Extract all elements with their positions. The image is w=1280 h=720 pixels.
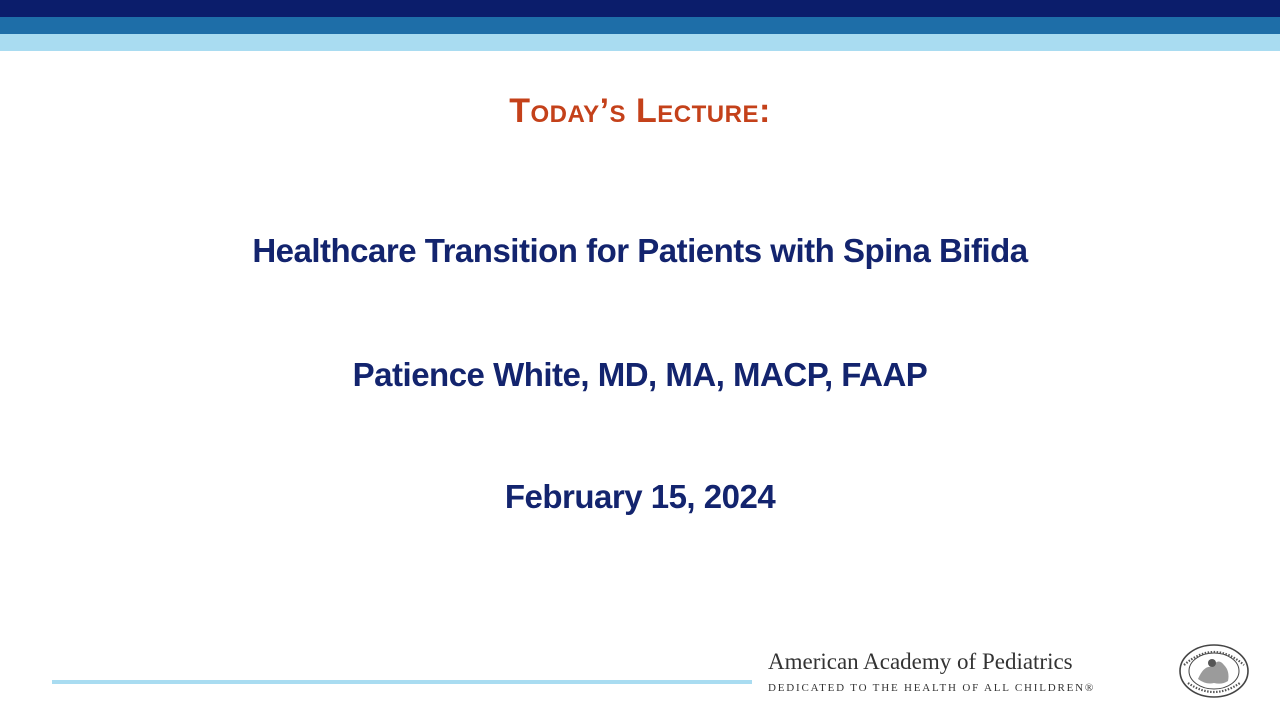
header-band-dark xyxy=(0,0,1280,17)
header-band-mid xyxy=(0,17,1280,34)
aap-org-name: American Academy of Pediatrics xyxy=(768,649,1073,674)
lecture-title: Healthcare Transition for Patients with Spina Bifida xyxy=(252,232,1028,269)
aap-logo-text xyxy=(768,648,1188,694)
header-band-light xyxy=(0,34,1280,51)
slide-heading: Today’s Lecture: xyxy=(509,92,771,130)
presenter-name: Patience White, MD, MA, MACP, FAAP xyxy=(352,356,928,393)
aap-seal-icon xyxy=(1178,643,1250,699)
footer-rule xyxy=(52,680,752,684)
lecture-date: February 15, 2024 xyxy=(504,478,776,515)
aap-tagline: DEDICATED TO THE HEALTH OF ALL CHILDREN® xyxy=(768,682,1096,694)
